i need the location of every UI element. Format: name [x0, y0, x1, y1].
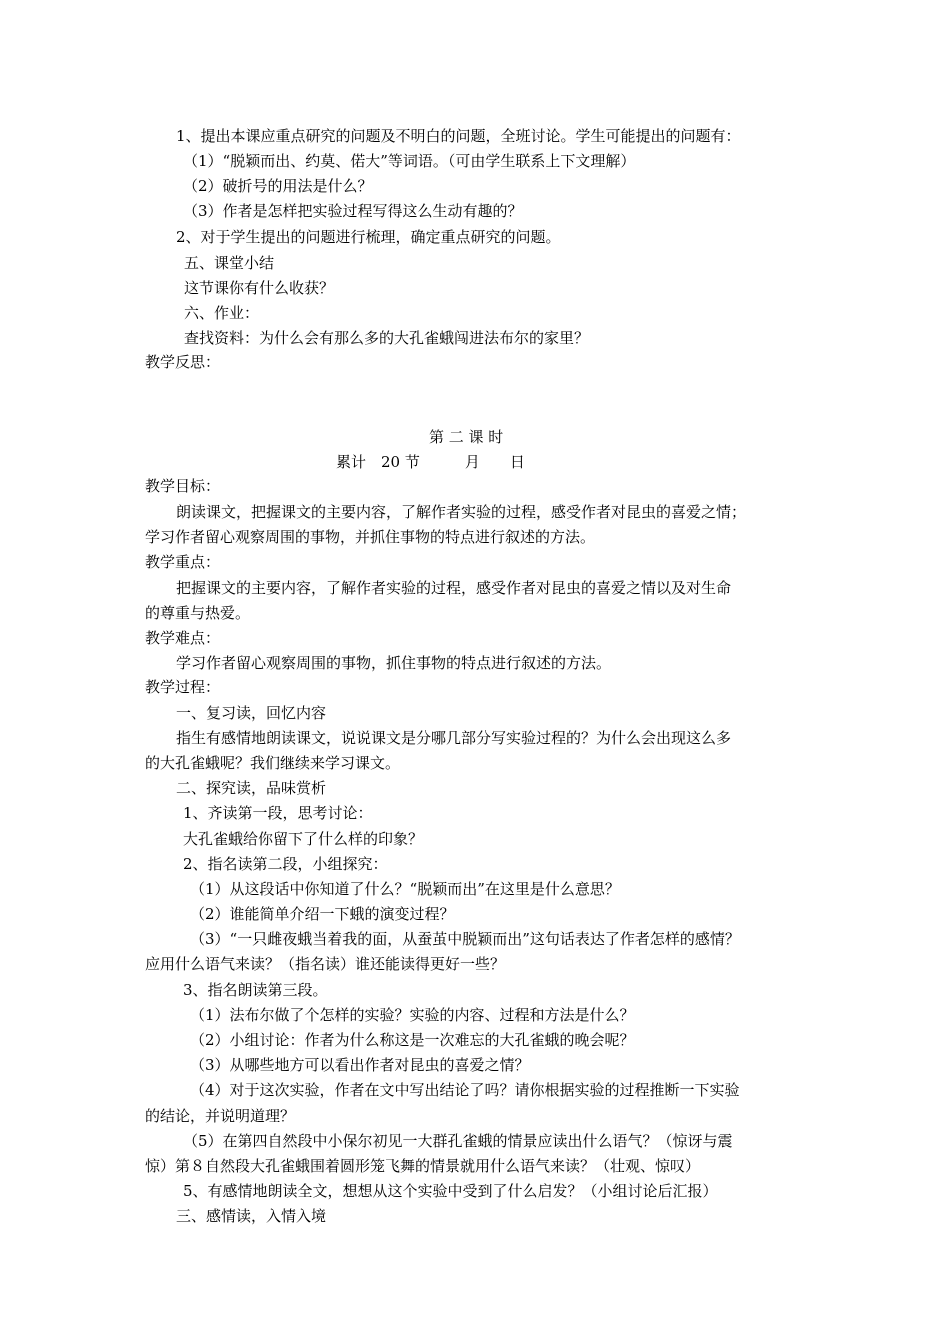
step-2-item-2-q1: （1）从这段话中你知道了什么？“脱颖而出”在这里是什么意思？ — [190, 880, 620, 898]
key-points-line-1: 把握课文的主要内容，了解作者实验的过程，感受作者对昆虫的喜爱之情以及对生命 — [176, 579, 732, 597]
step-2-item-2: 2、指名读第二段，小组探究： — [183, 855, 388, 873]
objectives-label: 教学目标： — [145, 477, 221, 495]
step-3-heading: 三、感情读，入情入境 — [176, 1207, 327, 1225]
step-2-item-2-q3-line-1: （3）“一只雌夜蛾当着我的面，从蚕茧中脱颖而出”这句话表达了作者怎样的感情？ — [190, 930, 740, 948]
step-2-heading: 二、探究读，品味赏析 — [176, 779, 327, 797]
section-homework-heading: 六、作业： — [184, 304, 260, 322]
step-2-item-1: 1、齐读第一段，思考讨论： — [183, 804, 373, 822]
organize-questions: 2、对于学生提出的问题进行梳理，确定重点研究的问题。 — [176, 228, 561, 246]
key-points-label: 教学重点： — [145, 553, 221, 571]
lesson-title: 第 二 课 时 — [429, 428, 504, 446]
homework-text: 查找资料：为什么会有那么多的大孔雀蛾闯进法布尔的家里？ — [184, 329, 590, 347]
step-2-item-3-q5-line-2: 惊）第８自然段大孔雀蛾围着圆形笼飞舞的情景就用什么语气来读？（壮观、惊叹） — [145, 1157, 701, 1175]
process-label: 教学过程： — [145, 678, 221, 696]
step-2-item-1-question: 大孔雀蛾给你留下了什么样的印象？ — [183, 830, 424, 848]
step-2-item-3-q1: （1）法布尔做了个怎样的实验？实验的内容、过程和方法是什么？ — [190, 1006, 635, 1024]
question-3: （3）作者是怎样把实验过程写得这么生动有趣的？ — [183, 202, 523, 220]
step-1-heading: 一、复习读，回忆内容 — [176, 704, 327, 722]
step-2-item-2-q2: （2）谁能简单介绍一下蛾的演变过程？ — [190, 905, 455, 923]
step-1-text-2: 的大孔雀蛾呢？我们继续来学习课文。 — [145, 754, 401, 772]
step-2-item-2-q3-line-2: 应用什么语气来读？（指名读）谁还能读得更好一些？ — [145, 955, 506, 973]
step-2-item-3-q4-line-2: 的结论，并说明道理？ — [145, 1107, 296, 1125]
reflection-label: 教学反思： — [145, 353, 221, 371]
key-points-line-2: 的尊重与热爱。 — [145, 604, 251, 622]
objectives-line-1: 朗读课文，把握课文的主要内容，了解作者实验的过程，感受作者对昆虫的喜爱之情； — [176, 503, 747, 521]
step-2-item-3-q2: （2）小组讨论：作者为什么称这是一次难忘的大孔雀蛾的晚会呢？ — [190, 1031, 635, 1049]
difficulty-text: 学习作者留心观察周围的事物，抓住事物的特点进行叙述的方法。 — [176, 654, 612, 672]
question-2: （2）破折号的用法是什么？ — [183, 177, 373, 195]
step-1-text-1: 指生有感情地朗读课文，说说课文是分哪几部分写实验过程的？为什么会出现这么多 — [176, 729, 732, 747]
step-2-item-3-q5-line-1: （5）在第四自然段中小保尔初见一大群孔雀蛾的情景应读出什么语气？（惊讶与震 — [183, 1132, 733, 1150]
step-2-item-3-q4-line-1: （4）对于这次实验，作者在文中写出结论了吗？请你根据实验的过程推断一下实验 — [190, 1081, 740, 1099]
step-2-item-3-q3: （3）从哪些地方可以看出作者对昆虫的喜爱之情？ — [190, 1056, 530, 1074]
objectives-line-2: 学习作者留心观察周围的事物，并抓住事物的特点进行叙述的方法。 — [145, 528, 596, 546]
question-intro: 1、提出本课应重点研究的问题及不明白的问题，全班讨论。学生可能提出的问题有： — [176, 127, 741, 145]
summary-text: 这节课你有什么收获？ — [184, 279, 335, 297]
section-summary-heading: 五、课堂小结 — [184, 254, 275, 272]
step-2-item-5: 5、有感情地朗读全文，想想从这个实验中受到了什么启发？（小组讨论后汇报） — [183, 1182, 718, 1200]
question-1: （1）“脱颖而出、约莫、偌大”等词语。（可由学生联系上下文理解） — [183, 152, 636, 170]
difficulty-label: 教学难点： — [145, 629, 221, 647]
lesson-meta: 累计 20 节 月 日 — [336, 453, 525, 471]
step-2-item-3: 3、指名朗读第三段。 — [183, 981, 328, 999]
